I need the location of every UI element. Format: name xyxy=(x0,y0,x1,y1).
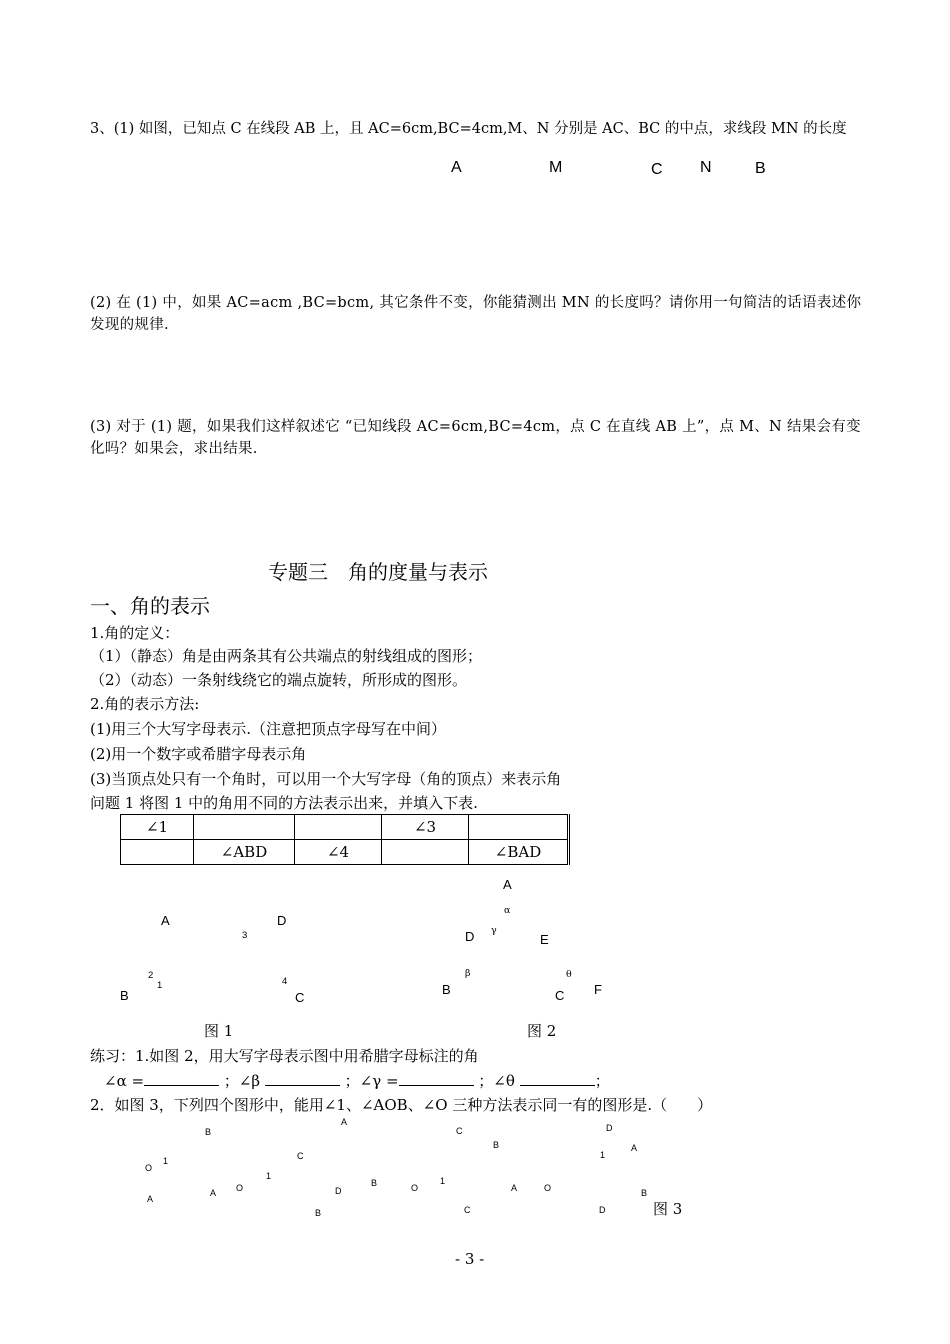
method-2: (2)用一个数字或希腊字母表示角 xyxy=(90,745,307,763)
fig2-label-gamma: γ xyxy=(491,925,497,936)
table-cell: ∠1 xyxy=(121,815,194,840)
fig3-label: D xyxy=(606,1123,613,1133)
practice-beta: ；∠β xyxy=(223,1072,261,1090)
fig1-label-3: 3 xyxy=(242,930,248,941)
fig2-label-theta: θ xyxy=(566,969,572,980)
def-static: （1）（静态）角是由两条其有公共端点的射线组成的图形； xyxy=(90,647,483,665)
fig3-label: A xyxy=(631,1143,638,1153)
table-cell xyxy=(194,815,295,840)
method-3: (3)当顶点处只有一个角时，可以用一个大写字母（角的顶点）来表示角 xyxy=(90,770,562,788)
answer-blank[interactable] xyxy=(265,1071,340,1086)
table-cell xyxy=(295,815,382,840)
q3-part1: 3、(1) 如图，已知点 C 在线段 AB 上，且 AC=6cm,BC=4cm,M、N 分别是 AC、BC 的中点，求线段 MN 的长度 xyxy=(90,121,847,137)
table-cell xyxy=(382,840,469,865)
fig1-label-4: 4 xyxy=(282,976,288,987)
angle-table xyxy=(120,814,570,865)
fig2-label-d: D xyxy=(465,929,475,944)
fig2-label-e: E xyxy=(540,932,549,947)
fig1-label-1: 1 xyxy=(157,980,163,991)
fig3-label: C xyxy=(297,1151,304,1161)
practice-alpha: ∠α = xyxy=(104,1072,145,1090)
practice-blanks xyxy=(104,1070,610,1091)
fig3-label: O xyxy=(544,1183,552,1193)
q3-part3: (3) 对于 (1) 题，如果我们这样叙述它 “已知线段 AC=6cm,BC=4cm，点 C 在直线 AB 上”，点 M、N 结果会有变化吗？如果会，求出结果. xyxy=(90,419,861,457)
fig3-label: D xyxy=(335,1186,342,1196)
answer-blank[interactable] xyxy=(520,1071,595,1086)
fig3-label: A xyxy=(147,1194,154,1204)
fig3-label: B xyxy=(315,1208,322,1218)
practice-2: 2．如图 3，下列四个图形中，能用∠1、∠AOB、∠O 三种方法表示同一有的图形是.（ ） xyxy=(90,1096,713,1114)
fig3-label: 1 xyxy=(440,1176,446,1186)
def-title: 1.角的定义： xyxy=(90,624,180,642)
fig3-label: A xyxy=(210,1188,217,1198)
fig1-label-d: D xyxy=(277,913,287,928)
fig1-caption: 图 1 xyxy=(204,1022,234,1040)
page-number: - 3 - xyxy=(455,1250,485,1268)
fig3-label: 1 xyxy=(600,1150,606,1160)
point-a-label: A xyxy=(451,159,462,176)
table-cell xyxy=(469,815,569,840)
fig3-label: B xyxy=(205,1127,212,1137)
table-row xyxy=(121,840,569,865)
answer-blank[interactable] xyxy=(144,1071,219,1086)
fig3-caption: 图 3 xyxy=(653,1200,683,1218)
fig3-label: B xyxy=(371,1178,378,1188)
point-m-label: M xyxy=(549,159,563,176)
problem-1: 问题 1 将图 1 中的角用不同的方法表示出来，并填入下表. xyxy=(90,794,478,812)
fig3-label: C xyxy=(456,1126,463,1136)
answer-blank[interactable] xyxy=(399,1071,474,1086)
fig1-label-2: 2 xyxy=(148,970,154,981)
fig3-label: B xyxy=(493,1140,500,1150)
section-title: 一、角的表示 xyxy=(90,594,210,618)
practice-end: ； xyxy=(594,1072,610,1090)
table-cell: ∠3 xyxy=(382,815,469,840)
fig1-label-b: B xyxy=(120,988,129,1003)
point-n-label: N xyxy=(700,159,712,176)
table-cell: ∠4 xyxy=(295,840,382,865)
fig3-label: C xyxy=(464,1205,471,1215)
table-cell xyxy=(121,840,194,865)
method-title: 2.角的表示方法: xyxy=(90,695,200,713)
fig3-label: A xyxy=(511,1183,518,1193)
def-dynamic: （2）（动态）一条射线绕它的端点旋转，所形成的图形。 xyxy=(90,671,468,689)
fig1-label-a: A xyxy=(161,913,170,928)
fig3-label: 1 xyxy=(266,1171,272,1181)
fig2-label-b: B xyxy=(442,982,451,997)
table-cell: ∠ABD xyxy=(194,840,295,865)
fig2-label-c: C xyxy=(555,988,565,1003)
fig3-label: O xyxy=(236,1183,244,1193)
fig3-label: B xyxy=(641,1188,648,1198)
practice-1: 练习：1.如图 2，用大写字母表示图中用希腊字母标注的角 xyxy=(90,1047,479,1065)
fig3-label: D xyxy=(599,1205,606,1215)
fig2-label-f: F xyxy=(594,982,602,997)
point-b-label: B xyxy=(755,160,766,177)
practice-theta: ；∠θ xyxy=(478,1072,515,1090)
fig3-label: O xyxy=(411,1183,419,1193)
fig3-label: A xyxy=(341,1117,348,1127)
q3-part2: (2) 在 (1) 中，如果 AC=acm ,BC=bcm, 其它条件不变，你能猜测出 MN 的长度吗？请你用一句简洁的话语表述你发现的规律. xyxy=(90,295,862,333)
table-cell: ∠BAD xyxy=(469,840,569,865)
fig2-caption: 图 2 xyxy=(527,1022,557,1040)
fig2-label-alpha: α xyxy=(504,905,511,916)
fig1-label-c: C xyxy=(295,990,305,1005)
fig2-label-a: A xyxy=(503,877,512,892)
practice-gamma: ；∠γ = xyxy=(344,1072,399,1090)
fig3-label: O xyxy=(145,1163,153,1173)
table-row xyxy=(121,815,569,840)
point-c-label: C xyxy=(651,161,663,178)
topic-title: 专题三 角的度量与表示 xyxy=(268,560,488,584)
fig3-label: 1 xyxy=(163,1156,169,1166)
fig2-label-beta: β xyxy=(465,968,471,979)
method-1: (1)用三个大写字母表示.（注意把顶点字母写在中间） xyxy=(90,720,447,738)
